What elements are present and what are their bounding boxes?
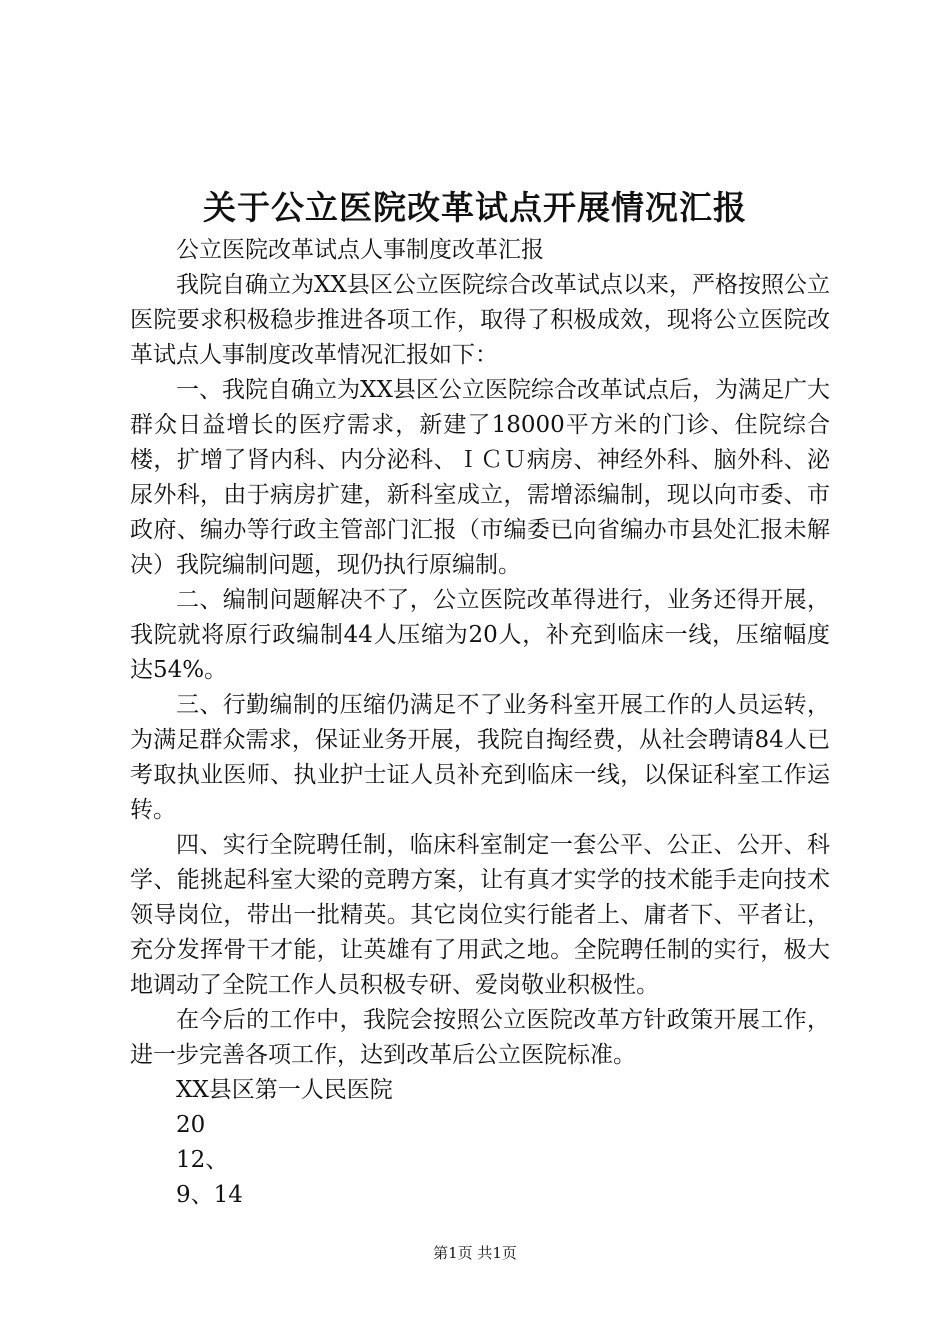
document-title: 关于公立医院改革试点开展情况汇报: [203, 188, 747, 227]
paragraph-one: 一、我院自确立为XX县区公立医院综合改革试点后，为满足广大群众日益增长的医疗需求，新建了18000平方米的门诊、住院综合楼，扩增了肾内科、内分泌科、ＩＣＵ病房、神经外科、脑外科、泌尿外科，由于病房扩建，新科室成立，需增添编制，现以向市委、市政府、编办等行政主管部门汇报（市编委已向省编办市县处汇报未解决）我院编制问题，现仍执行原编制。: [130, 377, 830, 578]
paragraph-four: 四、实行全院聘任制，临床科室制定一套公平、公正、公开、科学、能挑起科室大梁的竞聘方案，让有真才实学的技术能手走向技术领导岗位，带出一批精英。其它岗位实行能者上、庸者下、平者让，充分发挥骨干才能，让英雄有了用武之地。全院聘任制的实行，极大地调动了全院工作人员积极专研、爱岗敬业积极性。: [130, 832, 830, 998]
page-number-footer: 第1页 共1页: [433, 1244, 517, 1262]
paragraph-three: 三、行勤编制的压缩仍满足不了业务科室开展工作的人员运转，为满足群众需求，保证业务开展，我院自掏经费，从社会聘请84人已考取执业医师、执业护士证人员补充到临床一线，以保证科室工作运转。: [130, 692, 830, 823]
date-line-day: 9、14: [176, 1182, 243, 1208]
paragraph-intro: 我院自确立为XX县区公立医院综合改革试点以来，严格按照公立医院要求积极稳步推进各项工作，取得了积极成效，现将公立医院改革试点人事制度改革情况汇报如下：: [130, 272, 830, 368]
document-subtitle: 公立医院改革试点人事制度改革汇报: [176, 237, 544, 263]
date-line-year: 20: [176, 1112, 206, 1138]
date-line-month: 12、: [176, 1147, 229, 1173]
paragraph-closing: 在今后的工作中，我院会按照公立医院改革方针政策开展工作，进一步完善各项工作，达到改革后公立医院标准。: [130, 1007, 830, 1068]
paragraph-two: 二、编制问题解决不了，公立医院改革得进行，业务还得开展，我院就将原行政编制44人压缩为20人，补充到临床一线，压缩幅度达54%。: [130, 587, 830, 683]
signature-hospital: XX县区第一人民医院: [176, 1077, 393, 1103]
document-body: [130, 233, 830, 1213]
